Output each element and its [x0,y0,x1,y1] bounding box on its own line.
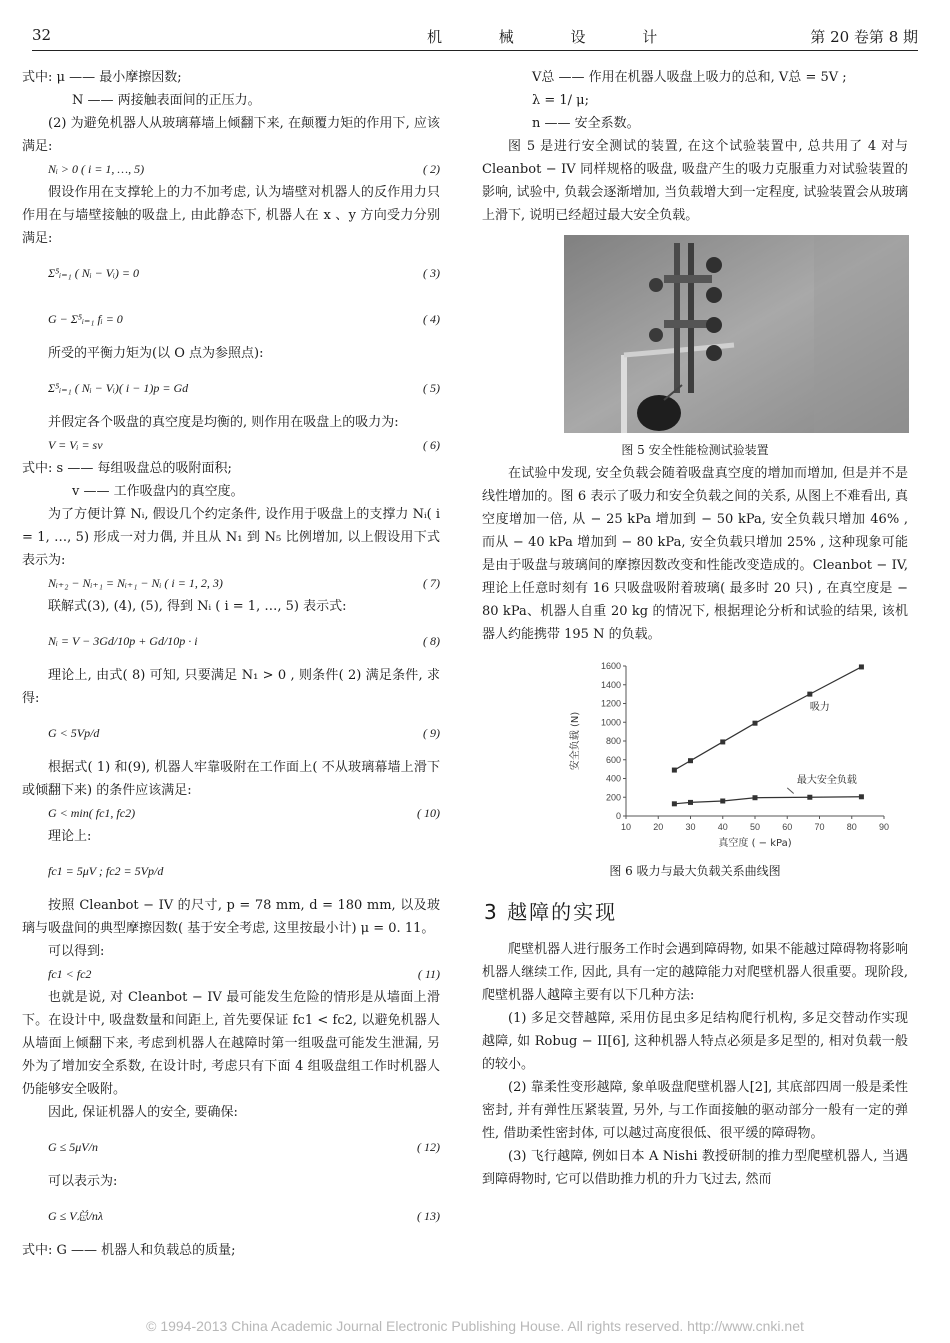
equation-number: ( 2) [423,162,440,176]
data-point [753,795,758,800]
equation-body: Nᵢ > 0 ( i = 1, …, 5) [48,162,145,176]
equation-number: ( 9) [423,726,440,740]
data-point [720,799,725,804]
equation-number: ( 4) [423,312,440,326]
paragraph: V总 —— 作用在机器人吸盘上吸力的总和, V总 = 5V ; [532,70,847,85]
paragraph: n —— 安全系数。 [532,116,640,131]
paragraph: 在试验中发现, 安全负载会随着吸盘真空度的增加而增加, 但是并不是线性增加的。图 6 表示了吸力和安全负载之间的关系, 从图上不难看出, 真空度增加一倍, 从 − 25 kPa 增加到 − 50 kPa, 安全负载只增加 46% , 而从 − 40 kPa 增加到 − 80 kPa, 安全负载只增加 25% , 这种现象可能是由于吸盘与玻璃间的摩擦因数改变和性能改变造成的。Cleanbot − IV, 理论上任意时刻有 16 只吸盘吸附着玻璃( 最多时 20 只) , 在真空度是 − 80 kPa、机器人自重 20 kg 的情况下, 根据理论分析和试验的结果, 该机器人约能携带 195 N 的负载。 [482,466,908,642]
data-point [688,800,693,805]
equation [22,365,440,411]
right-top-text [482,66,908,227]
data-point [672,801,677,806]
series-line [674,797,861,804]
data-point [807,795,812,800]
data-point [688,758,693,763]
figure-6-chart [564,654,909,854]
paragraph: 所受的平衡力矩为(以 O 点为参照点): [48,346,264,361]
data-point [807,692,812,697]
paragraph: 理论上: [48,829,92,844]
paragraph: 理论上, 由式( 8) 可知, 只要满足 N₁ > 0 , 则条件( 2) 满足条件, 求得: [22,668,440,706]
equation-number: ( 13) [417,1209,440,1223]
figure-5-photo [564,235,909,433]
paragraph: 并假定各个吸盘的真空度是均衡的, 则作用在吸盘上的吸力为: [48,415,399,430]
equation-body: Nᵢ = V − 3Gd/10p + Gd/10p · i [48,634,198,648]
data-point [672,768,677,773]
equation-body: Σ⁵ᵢ₌₁ ( Nᵢ − Vᵢ)( i − 1)p = Gd [48,381,189,395]
series-label: 最大安全负载 [796,775,857,787]
equation [22,1124,440,1170]
y-tick-label: 1400 [600,679,621,690]
paragraph: λ = 1/ μ; [532,93,590,108]
equation [22,250,440,296]
series-label-leader [787,788,793,794]
x-tick-label: 90 [878,822,890,832]
page-number: 32 [32,26,52,44]
paragraph: 也就是说, 对 Cleanbot − IV 最可能发生危险的情形是从墙面上滑下。在设计中, 吸盘数量和间距上, 首先要保证 fc1 < fc2, 以避免机器人从墙面上倾翻下来, 考虑到机器人在越障时第一组吸盘可能发生泄漏, 另外为了增加安全系数, 在设计时, 考虑只有下面 4 组吸盘组工作时机器人仍能够安全吸附。 [22,990,440,1097]
x-tick-label: 30 [685,822,696,832]
equation [22,572,440,595]
equation [22,296,440,342]
equation-body: G < 5Vp/d [48,726,100,740]
equation-number: ( 11) [417,967,440,981]
x-tick-label: 10 [620,822,632,832]
paragraph: 假设作用在支撑轮上的力不加考虑, 认为墙壁对机器人的反作用力只作用在与墙壁接触的吸盘上, 由此静态下, 机器人在 x 、y 方向受力分别满足: [22,185,440,246]
series-line [674,667,861,770]
y-tick-label: 200 [605,792,621,803]
x-tick-label: 40 [717,822,728,832]
paragraph: 联解式(3), (4), (5), 得到 Nᵢ ( i = 1, …, 5) 表示式: [48,599,347,614]
figure-6-caption: 图 6 吸力与最大负载关系曲线图 [609,864,781,878]
left-column [22,66,440,1262]
y-axis-label: 安全负载 (N) [570,711,581,771]
data-point [859,794,864,799]
paragraph: 式中: μ —— 最小摩擦因数; [22,70,182,85]
paragraph: 爬壁机器人进行服务工作时会遇到障碍物, 如果不能越过障碍物将影响机器人继续工作, 因此, 具有一定的越障能力对爬壁机器人很重要。现阶段, 爬壁机器人越障主要有以下几种方法: [482,942,908,1003]
x-tick-label: 80 [846,822,857,832]
equation [22,848,440,894]
equation [22,434,440,457]
paragraph: 式中: s —— 每组吸盘总的吸附面积; [22,461,232,476]
equation-body: G ≤ 5μV/n [48,1140,98,1154]
equation [22,802,440,825]
equation-body: Σ⁵ᵢ₌₁ ( Nᵢ − Vᵢ) = 0 [48,266,140,280]
paragraph: 为了方便计算 Nᵢ, 假设几个约定条件, 设作用于吸盘上的支撑力 Nᵢ( i = 1, …, 5) 形成一对力偶, 并且从 N₁ 到 N₅ 比例增加, 以上假设用下式表示为: [22,507,440,568]
journal-name: 机 械 设 计 [427,28,684,46]
x-tick-label: 50 [749,822,761,832]
equation-body: fc1 = 5μV ; fc2 = 5Vp/d [48,864,164,878]
header-rule [32,50,918,51]
paragraph: (2) 为避免机器人从玻璃幕墙上倾翻下来, 在颠覆力矩的作用下, 应该满足: [22,116,440,154]
y-tick-label: 800 [605,736,621,746]
paragraph: N —— 两接触表面间的正压力。 [72,93,261,108]
paragraph: 图 5 是进行安全测试的装置, 在这个试验装置中, 总共用了 4 对与 Cleanbot − IV 同样规格的吸盘, 吸盘产生的吸力克服重力对试验装置的影响, 试验中, 负载会逐渐增加, 当负载增大到一定程度, 试验装置会从玻璃上滑下, 说明已经超过最大安全负载。 [482,139,908,223]
equation-number: ( 5) [423,381,440,395]
equation-body: Nᵢ₊₂ − Nᵢ₊₁ = Nᵢ₊₁ − Nᵢ ( i = 1, 2, 3) [48,576,223,590]
x-tick-label: 20 [653,822,664,832]
equation-number: ( 6) [423,438,440,452]
equation-number: ( 7) [423,576,440,590]
equation-body: G − Σ⁵ᵢ₌₁ fᵢ = 0 [48,312,123,326]
equation-body: fc1 < fc2 [48,967,92,981]
equation-body: G ≤ V总/nλ [48,1209,104,1223]
paragraph: 可以得到: [48,944,105,959]
y-tick-label: 400 [605,773,621,784]
equation [22,710,440,756]
paragraph: (1) 多足交替越障, 采用仿昆虫多足结构爬行机构, 多足交替动作实现越障, 如 Robug − II[6], 这种机器人特点必须是多足型的, 相对负载一般的较小。 [482,1011,908,1072]
equation-body: V = Vᵢ = sv [48,438,103,452]
paragraph: v —— 工作吸盘内的真空度。 [72,484,244,499]
y-tick-label: 1600 [600,661,621,671]
right-mid-text [482,462,908,646]
equation-number: ( 3) [423,266,440,280]
paragraph: 根据式( 1) 和(9), 机器人牢靠吸附在工作面上( 不从玻璃幕墙上滑下或倾翻下来) 的条件应该满足: [22,760,440,798]
paragraph: 因此, 保证机器人的安全, 要确保: [48,1105,238,1120]
x-tick-label: 60 [782,822,793,832]
equation-number: ( 10) [417,806,440,820]
equation [22,618,440,664]
paragraph: (3) 飞行越障, 例如日本 A Nishi 教授研制的推力型爬壁机器人, 当遇到障碍物时, 它可以借助推力机的升力飞过去, 然而 [482,1149,908,1187]
series-label: 吸力 [809,702,830,714]
equation [22,1193,440,1239]
equation-body: G < min( fc1, fc2) [48,806,136,820]
data-point [720,739,725,744]
paragraph: 按照 Cleanbot − IV 的尺寸, p = 78 mm, d = 180 mm, 以及玻璃与吸盘间的典型摩擦因数( 基于安全考虑, 这里按最小计) μ = 0. 11。 [22,898,440,936]
x-tick-label: 70 [814,822,825,832]
paragraph: (2) 靠柔性变形越障, 象单吸盘爬壁机器人[2], 其底部四周一般是柔性密封, 并有弹性压紧装置, 另外, 与工作面接触的驱动部分一般有一定的弹性, 借助柔性密封体, 可以越过高度很低、很平缓的障碍物。 [482,1080,908,1141]
x-axis-label: 真空度 ( − kPa) [718,838,792,849]
equation [22,158,440,181]
y-tick-label: 1200 [600,698,621,709]
equation-number: ( 12) [417,1140,440,1154]
equation [22,963,440,986]
figure-5-caption: 图 5 安全性能检测试验装置 [621,443,769,457]
right-column [482,66,908,1191]
equation-number: ( 8) [423,634,440,648]
data-point [859,664,864,669]
y-tick-label: 1000 [600,717,621,728]
copyright-footer: © 1994-2013 China Academic Journal Electronic Publishing House. All rights reserved. http://www.cnki.net [146,1318,804,1334]
running-header [32,22,918,46]
force-vs-load-chart [564,654,909,854]
right-bottom-text [482,938,908,1191]
volume-issue: 第 20 卷第 8 期 [810,28,918,46]
section-3-title: 3 越障的实现 [484,900,618,924]
y-tick-label: 600 [605,754,621,765]
paragraph: 式中: G —— 机器人和负载总的质量; [22,1243,236,1258]
y-tick-label: 0 [615,811,621,821]
data-point [753,721,758,726]
paragraph: 可以表示为: [48,1174,118,1189]
test-rig-photo [564,235,909,433]
